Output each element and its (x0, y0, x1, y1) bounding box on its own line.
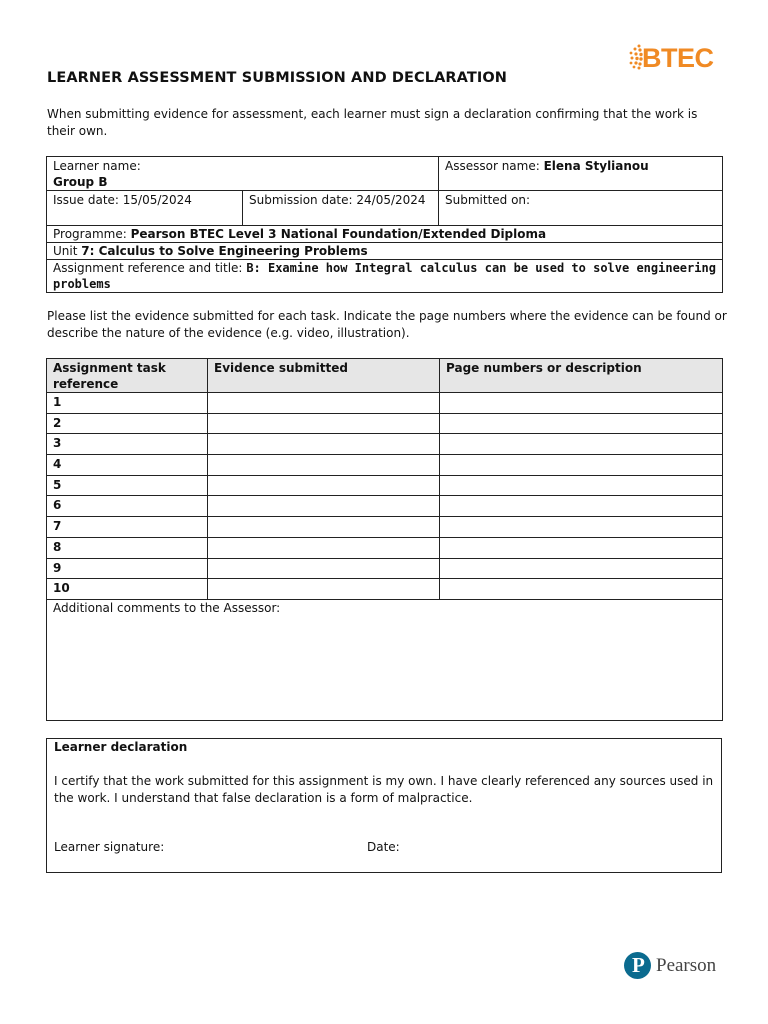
assessor-name-value: Elena Stylianou (543, 159, 649, 173)
evidence-cell[interactable] (208, 558, 440, 579)
task-ref: 3 (47, 434, 208, 455)
signature-label: Learner signature: (54, 840, 165, 854)
task-ref: 5 (47, 475, 208, 496)
task-ref: 6 (47, 496, 208, 517)
evidence-cell[interactable] (208, 579, 440, 600)
table-row (47, 455, 723, 476)
date-label: Date: (367, 840, 400, 854)
table-row (47, 496, 723, 517)
pages-cell[interactable] (440, 579, 723, 600)
evidence-cell[interactable] (208, 537, 440, 558)
col-header-pages: Page numbers or description (440, 359, 723, 393)
submission-date-cell (243, 191, 439, 226)
pages-cell[interactable] (440, 393, 723, 414)
evidence-cell[interactable] (208, 413, 440, 434)
comments-label: Additional comments to the Assessor: (53, 600, 281, 615)
pages-cell[interactable] (440, 475, 723, 496)
comments-cell[interactable] (47, 599, 723, 720)
issue-date-cell (47, 191, 243, 226)
evidence-cell[interactable] (208, 475, 440, 496)
submission-date-label: Submission date: (249, 193, 353, 207)
programme-value: Pearson BTEC Level 3 National Foundation/Extended Diploma (130, 227, 547, 241)
unit-label: Unit (53, 244, 78, 258)
assignment-cell (47, 260, 723, 293)
table-row (47, 517, 723, 538)
submitted-on-cell (439, 191, 723, 226)
learner-name-label: Learner name: (53, 159, 141, 173)
pages-cell[interactable] (440, 537, 723, 558)
submitted-on-label: Submitted on: (445, 193, 531, 207)
programme-label: Programme: (53, 227, 127, 241)
declaration-heading: Learner declaration (54, 740, 188, 754)
evidence-cell[interactable] (208, 393, 440, 414)
declaration-box (46, 738, 722, 873)
table-row (47, 434, 723, 455)
task-ref: 4 (47, 455, 208, 476)
assessor-name-label: Assessor name: (445, 159, 540, 173)
task-ref: 8 (47, 537, 208, 558)
task-ref: 1 (47, 393, 208, 414)
table-row (47, 579, 723, 600)
pages-cell[interactable] (440, 434, 723, 455)
pages-cell[interactable] (440, 517, 723, 538)
pearson-logo-letter: P (632, 953, 645, 977)
col-header-task: Assignment task reference (47, 359, 208, 393)
table-row (47, 558, 723, 579)
assignment-value: B: Examine how Integral calculus can be used to solve engineering problems (53, 261, 716, 291)
evidence-cell[interactable] (208, 434, 440, 455)
pearson-logo-text: Pearson (656, 955, 717, 976)
table-row (47, 475, 723, 496)
task-ref: 7 (47, 517, 208, 538)
unit-value: 7: Calculus to Solve Engineering Problems (81, 244, 368, 258)
assessor-name-cell (439, 157, 723, 191)
assignment-label: Assignment reference and title: (53, 261, 243, 275)
learner-name-value: Group B (53, 175, 108, 189)
evidence-table (46, 358, 723, 721)
evidence-instructions: Please list the evidence submitted for each task. Indicate the page numbers where the evidence can be found or describe the nature of the evidence (e.g. video, illustration). (47, 309, 727, 340)
table-row (47, 393, 723, 414)
task-ref: 10 (47, 579, 208, 600)
submission-date-value: 24/05/2024 (356, 193, 426, 207)
task-ref: 2 (47, 413, 208, 434)
pearson-logo (624, 952, 724, 982)
declaration-text: I certify that the work submitted for this assignment is my own. I have clearly referenced any sources used in the work. I understand that false declaration is a form of malpractice. (54, 774, 714, 805)
page-title: LEARNER ASSESSMENT SUBMISSION AND DECLARATION (47, 70, 508, 86)
pages-cell[interactable] (440, 455, 723, 476)
unit-cell (47, 243, 723, 260)
btec-logo (628, 42, 724, 74)
evidence-cell[interactable] (208, 496, 440, 517)
evidence-cell[interactable] (208, 517, 440, 538)
col-header-evidence: Evidence submitted (208, 359, 440, 393)
pearson-p-icon (624, 952, 651, 979)
learner-name-cell (47, 157, 439, 191)
issue-date-value: 15/05/2024 (122, 193, 192, 207)
details-table (46, 156, 723, 293)
table-row (47, 537, 723, 558)
programme-cell (47, 226, 723, 243)
pages-cell[interactable] (440, 496, 723, 517)
issue-date-label: Issue date: (53, 193, 119, 207)
evidence-cell[interactable] (208, 455, 440, 476)
task-ref: 9 (47, 558, 208, 579)
btec-logo-text: BTEC (642, 43, 714, 73)
intro-text: When submitting evidence for assessment, each learner must sign a declaration confirming that the work is their own. (47, 107, 698, 138)
pages-cell[interactable] (440, 413, 723, 434)
table-row (47, 413, 723, 434)
pages-cell[interactable] (440, 558, 723, 579)
